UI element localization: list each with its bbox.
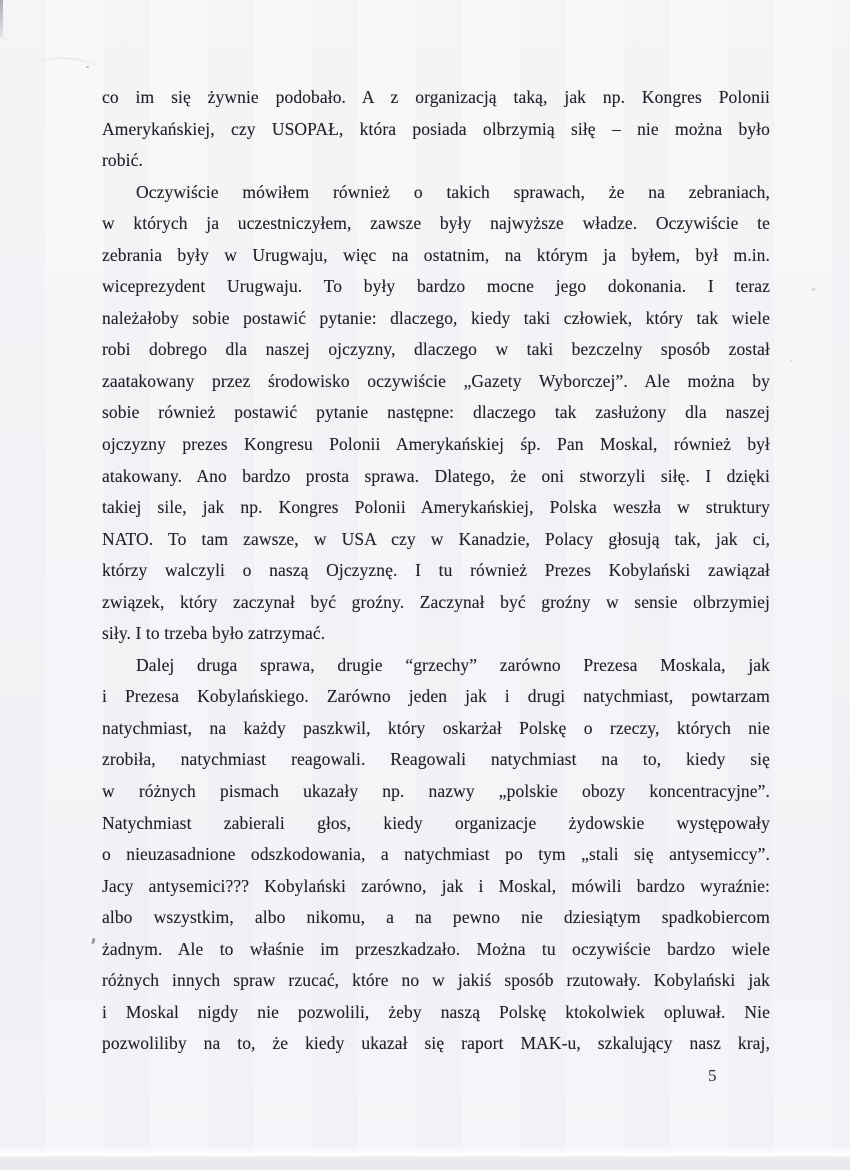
text-line: wiceprezydent Urugwaju. To były bardzo mocne jego dokonania. I teraz [102, 276, 770, 297]
text-line: Amerykańskiej, czy USOPAŁ, która posiada olbrzymią siłę – nie można było [102, 118, 770, 139]
scan-speck [812, 288, 815, 291]
text-line: atakowany. Ano bardzo prosta sprawa. Dlatego, że oni stworzyli siłę. I dzięki [102, 465, 770, 486]
scan-speck [86, 66, 89, 68]
paragraph [102, 177, 770, 650]
text-line: zebrania były w Urugwaju, więc na ostatnim, na którym ja byłem, był m.in. [102, 244, 770, 265]
scan-edge-mark [0, 0, 3, 38]
text-line: żadnym. Ale to właśnie im przeszkadzało. Można tu oczywiście bardzo wiele [102, 938, 770, 959]
text-line: robić. [102, 150, 143, 171]
text-line: robi dobrego dla naszej ojczyzny, dlaczego w taki bezczelny sposób został [102, 339, 770, 360]
text-line: w których ja uczestniczyłem, zawsze były najwyższe władze. Oczywiście te [102, 213, 770, 234]
text-line: Dalej druga sprawa, drugie “grzechy” zarówno Prezesa Moskala, jak [136, 654, 770, 675]
scan-edge-highlight [0, 1146, 850, 1156]
text-line: o nieuzasadnione odszkodowania, a natychmiast po tym „stali się antysemiccy”. [102, 844, 770, 865]
text-line: natychmiast, na każdy paszkwil, który oskarżał Polskę o rzeczy, których nie [102, 717, 770, 738]
scan-speck [790, 360, 792, 362]
text-line: Natychmiast zabierali głos, kiedy organizacje żydowskie występowały [102, 812, 770, 833]
text-line: siły. I to trzeba było zatrzymać. [102, 623, 326, 644]
paragraph [102, 650, 770, 1060]
text-line: co im się żywnie podobało. A z organizacją taką, jak np. Kongres Polonii [102, 87, 770, 107]
paper-crease [35, 55, 100, 75]
scan-artifact [91, 938, 95, 945]
text-line: zaatakowany przez środowisko oczywiście „Gazety Wyborczej”. Ale można by [102, 370, 770, 391]
text-line: Oczywiście mówiłem również o takich sprawach, że na zebraniach, [136, 181, 770, 202]
text-line: związek, który zaczynał być groźny. Zaczynał być groźny w sensie olbrzymiej [102, 591, 770, 612]
page-number: 5 [708, 1066, 717, 1085]
text-line: zrobiła, natychmiast reagowali. Reagowali natychmiast na to, kiedy się [102, 749, 770, 770]
text-line: różnych innych spraw rzucać, które no w jakiś sposób rzutowały. Kobylański jak [102, 970, 770, 991]
text-line: i Moskal nigdy nie pozwolili, żeby naszą Polskę ktokolwiek opluwał. Nie [102, 1001, 770, 1022]
text-line: i Prezesa Kobylańskiego. Zarówno jeden jak i drugi natychmiast, powtarzam [102, 686, 770, 707]
text-line: należałoby sobie postawić pytanie: dlaczego, kiedy taki człowiek, który tak wiele [102, 307, 770, 328]
text-line: sobie również postawić pytanie następne: dlaczego tak zasłużony dla naszej [102, 402, 770, 423]
text-line: takiej sile, jak np. Kongres Polonii Amerykańskiej, Polska weszła w struktury [102, 497, 770, 518]
text-line: Jacy antysemici??? Kobylański zarówno, jak i Moskal, mówili bardzo wyraźnie: [102, 875, 770, 896]
text-line: NATO. To tam zawsze, w USA czy w Kanadzie, Polacy głosują tak, jak ci, [102, 528, 770, 549]
text-line: pozwoliliby na to, że kiedy ukazał się raport MAK-u, szkalujący nasz kraj, [102, 1033, 770, 1054]
paragraph [102, 82, 770, 177]
text-line: którzy walczyli o naszą Ojczyznę. I tu również Prezes Kobylański zawiązał [102, 560, 770, 581]
scan-edge [0, 1156, 850, 1170]
text-line: ojczyzny prezes Kongresu Polonii Amerykańskiej śp. Pan Moskal, również był [102, 434, 770, 455]
text-line: w różnych pismach ukazały np. nazwy „polskie obozy koncentracyjne”. [102, 781, 770, 802]
text-line: albo wszystkim, albo nikomu, a na pewno nie dziesiątym spadkobiercom [102, 907, 770, 928]
text-block [102, 82, 770, 1060]
